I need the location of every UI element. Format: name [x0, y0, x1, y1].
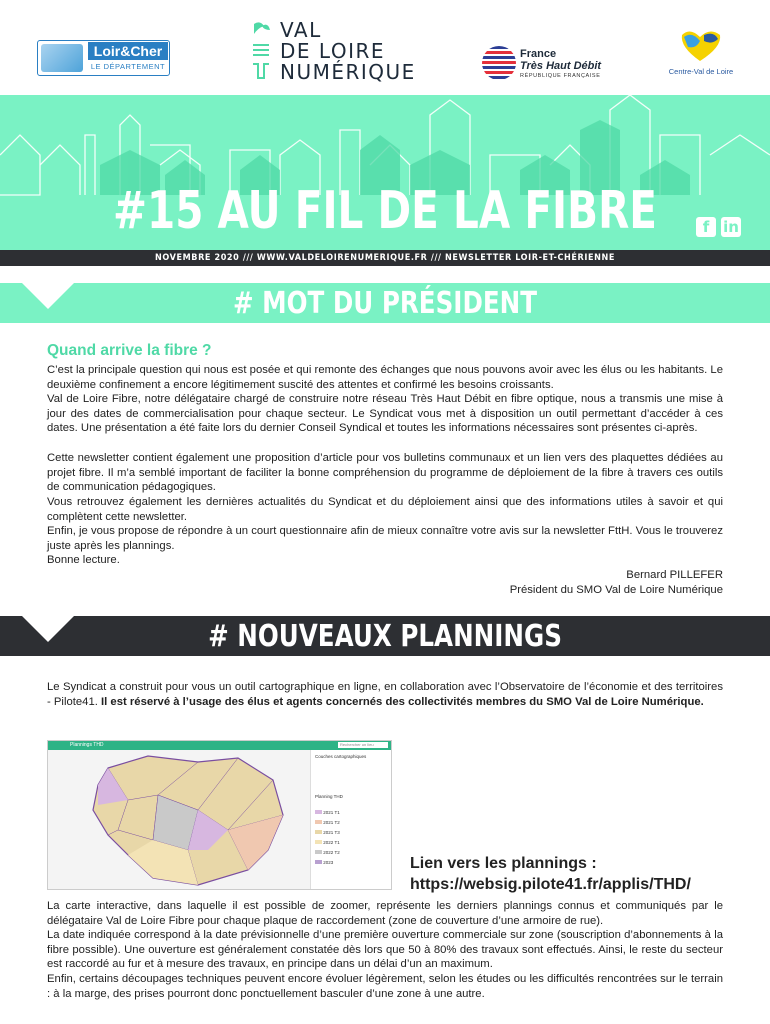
- vdln-line-2: DE LOIRE: [280, 39, 385, 63]
- president-paragraph-5: Enfin, je vous propose de répondre à un court questionnaire afin de mieux connaître votre avis sur la newsletter FttH. Vous le trouverez juste après les plannings.: [47, 525, 723, 552]
- president-paragraph-2: Val de Loire Fibre, notre délégataire chargé de construire notre réseau Très Haut Débit en fibre optique, nous a transmis une mise à jour des dates de commercialisation pour chaque secteur. Le Syndicat vous met à disposition un outil permettant d’accéder à ces dates. Une présentation a été faite lors du dernier Conseil Syndical et toutes les informations nécessaires sont présentes ci-après.: [47, 393, 723, 434]
- legend-swatch: [315, 850, 322, 854]
- map-panel-title: Couches cartographiques: [315, 754, 367, 759]
- legend-swatch: [315, 830, 322, 834]
- plannings-intro: [47, 680, 723, 709]
- cvl-heart-icon: [678, 27, 724, 63]
- president-heading: # MOT DU PRÉSIDENT: [232, 286, 538, 321]
- signature-name: Bernard PILLEFER: [626, 569, 723, 581]
- map-search-input[interactable]: Rechercher un lieu: [338, 742, 388, 748]
- planning-map-screenshot[interactable]: [47, 740, 392, 890]
- plannings-section-header: [0, 616, 770, 656]
- plannings-intro-bold: Il est réservé à l’usage des élus et agents concernés des collectivités membres du SMO Val de Loire Numérique.: [101, 695, 704, 708]
- centre-val-de-loire-logo: [664, 25, 738, 81]
- facebook-icon[interactable]: f: [696, 217, 716, 237]
- plannings-link[interactable]: https://websig.pilote41.fr/applis/THD/: [410, 876, 691, 893]
- linkedin-icon[interactable]: in: [721, 217, 741, 237]
- legend-swatch: [315, 860, 322, 864]
- president-kicker: Quand arrive la fibre ?: [47, 342, 212, 359]
- legend-swatch: [315, 840, 322, 844]
- signature-role: Président du SMO Val de Loire Numérique: [509, 584, 723, 596]
- map-legend-item: 2022 T2: [315, 850, 340, 855]
- loir-et-cher-sub: LE DÉPARTEMENT: [90, 62, 166, 71]
- map-layer-panel: [310, 750, 392, 890]
- president-paragraph-1: C’est la principale question qui nous est posée et qui remonte des échanges que nous pouvons avoir avec les élus ou les habitants. Le deuxième confinement a encore légitimement suscité des attentes et confirmé les besoins croissants.: [47, 364, 723, 391]
- vdln-line-1: VAL: [280, 18, 322, 42]
- header-notch: [22, 616, 74, 642]
- map-legend-item: 2023: [315, 860, 333, 865]
- map-panel-section: Planning THD: [315, 794, 343, 799]
- map-app-title: Plannings THD: [70, 742, 104, 748]
- plannings-paragraph-1: La carte interactive, dans laquelle il est possible de zoomer, représente les derniers plannings connus et communiqués par le délégataire Val de Loire Fibre pour chaque plaque de raccordement (zone de couverture d’une armoire de rue).: [47, 900, 723, 927]
- plannings-heading: # NOUVEAUX PLANNINGS: [208, 619, 562, 654]
- car-icon: [41, 44, 83, 72]
- france-thd-logo: [482, 46, 607, 82]
- plannings-intro-text: Le Syndicat a construit pour vous un outil cartographique en ligne, en collaboration avec l’Observatoire de l’économie et des territoires - Pilote41.: [47, 681, 723, 708]
- newsletter-banner: [0, 95, 770, 250]
- vdln-mark-icon: [250, 20, 272, 80]
- vdln-line-3: NUMÉRIQUE: [280, 60, 416, 84]
- president-paragraph-3: Cette newsletter contient également une proposition d’article pour vos bulletins communaux et un lien vers des plaquettes dédiées au projet fibre. Il m’a semblé important de faciliter la bonne compréhension du programme de déploiement de la fibre à travers ces outils de communication pédagogiques.: [47, 452, 723, 493]
- newsletter-subline: NOVEMBRE 2020 /// WWW.VALDELOIRENUMERIQUE.FR /// NEWSLETTER LOIR-ET-CHÉRIENNE: [0, 250, 770, 266]
- plannings-paragraph-2: La date indiquée correspond à la date prévisionnelle d’une première ouverture commerciale sur zone (souscription d’abonnements à la fibre possible). Une ouverture est généralement constatée dès lors que 50 à 80% des travaux sont effectués. Ainsi, le reste du secteur est raccordé au fur et à mesure des travaux, en principe dans un délai d’un an maximum.: [47, 929, 723, 970]
- france-thd-globe-icon: [482, 46, 516, 80]
- loir-et-cher-name: Loir&Cher: [88, 42, 168, 60]
- partner-logos: [0, 0, 770, 95]
- president-paragraph-6: Bonne lecture.: [47, 554, 120, 566]
- president-paragraph-4: Vous retrouvez également les dernières actualités du Syndicat et du déploiement ainsi que des informations utiles à savoir et qui complètent cette newsletter.: [47, 496, 723, 523]
- fthd-line-2: Très Haut Débit: [520, 60, 602, 72]
- map-legend-item: 2021 T2: [315, 820, 340, 825]
- legend-swatch: [315, 820, 322, 824]
- president-section-header: [0, 283, 770, 323]
- newsletter-title: #15 AU FIL DE LA FIBRE: [112, 181, 658, 241]
- plannings-paragraph-3: Enfin, certains découpages techniques peuvent encore évoluer légèrement, selon les études ou les difficultés rencontrées sur le terrain : à la marge, des prises pourront donc ponctuellement basculer d’une zone à une autre.: [47, 973, 723, 1000]
- plannings-link-label: Lien vers les plannings :: [410, 855, 597, 872]
- map-legend-item: 2021 T1: [315, 810, 340, 815]
- fthd-line-1: France: [520, 48, 557, 60]
- loir-et-cher-logo: [37, 40, 170, 76]
- fthd-line-3: RÉPUBLIQUE FRANÇAISE: [520, 73, 601, 79]
- header-notch: [22, 283, 74, 309]
- legend-swatch: [315, 810, 322, 814]
- map-legend-item: 2022 T1: [315, 840, 340, 845]
- map-app-bar: [48, 741, 392, 750]
- department-map-graphic: [48, 750, 310, 890]
- map-legend-item: 2021 T3: [315, 830, 340, 835]
- val-de-loire-numerique-logo: [248, 18, 433, 84]
- cvl-label: Centre-Val de Loire: [668, 67, 734, 76]
